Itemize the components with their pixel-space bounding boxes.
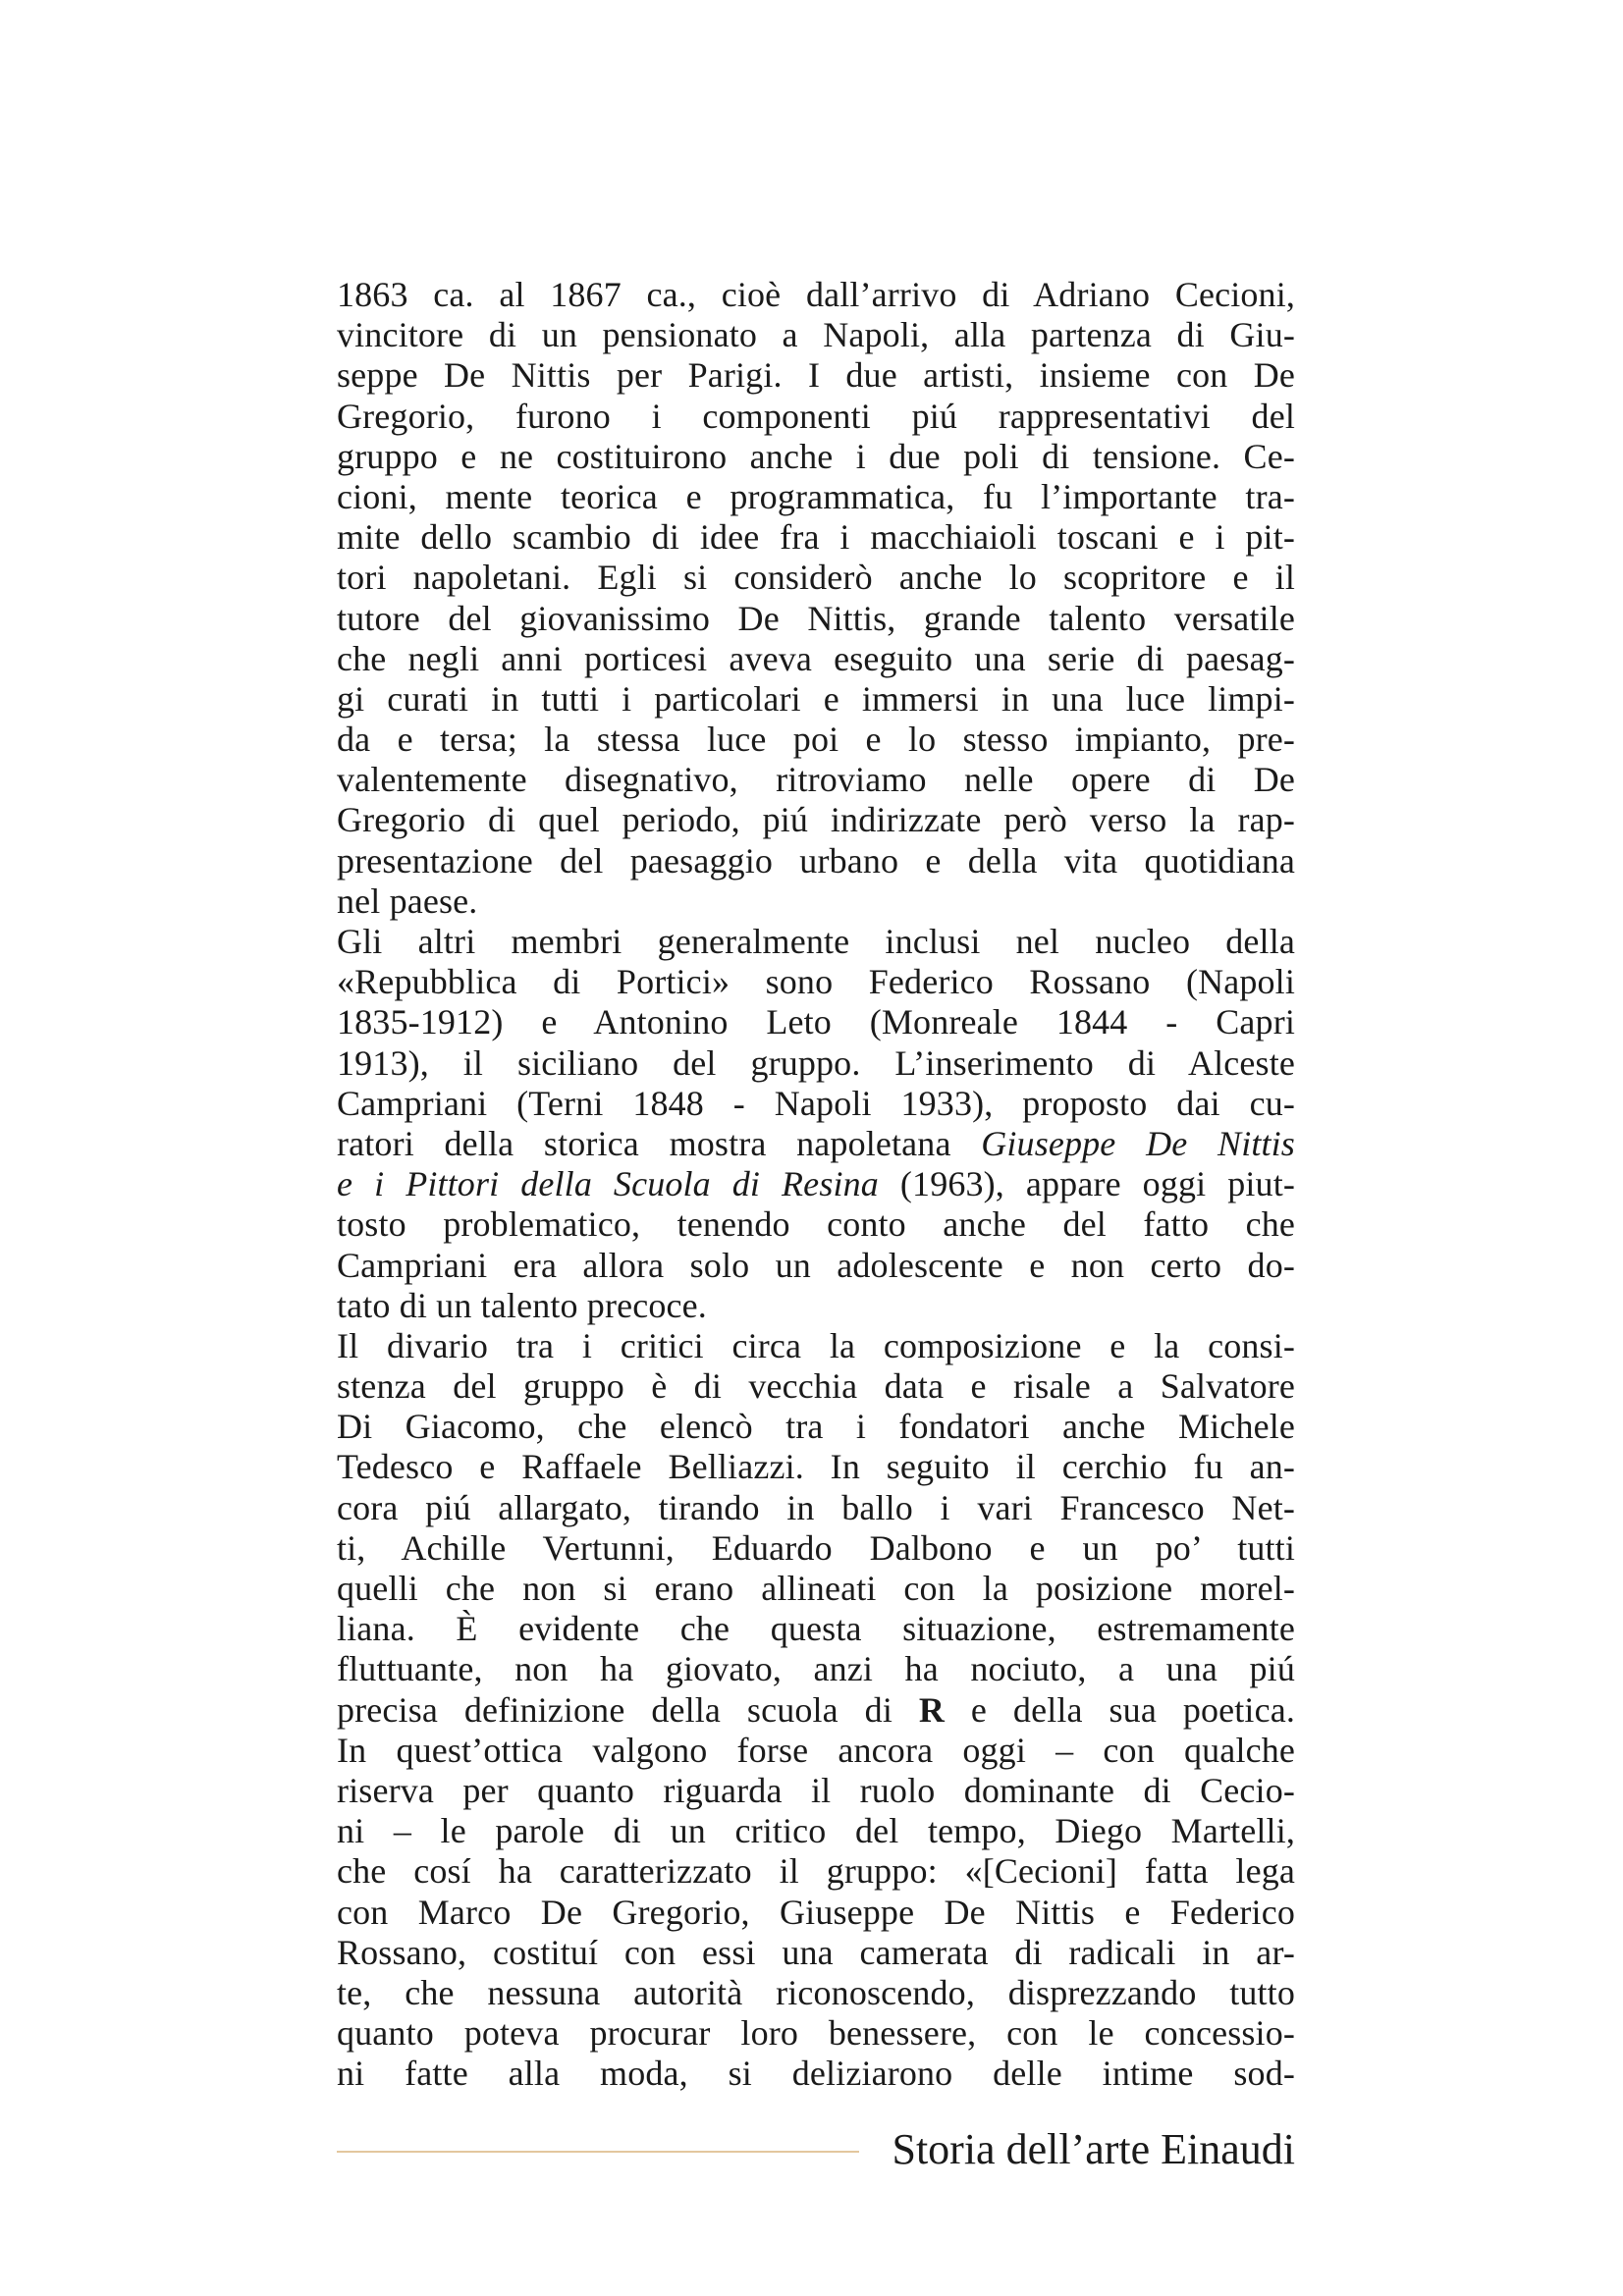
text-line: Rossano, costituí con essi una camerata di radicali in ar-	[337, 1932, 1295, 1972]
text-line: Il divario tra i critici circa la composizione e la consi-	[337, 1325, 1295, 1365]
footer-rule	[337, 2151, 859, 2153]
text-line: «Repubblica di Portici» sono Federico Rossano (Napoli	[337, 962, 1295, 1002]
body-text	[337, 275, 1295, 2094]
text-line: 1835-1912) e Antonino Leto (Monreale 1844 - Capri	[337, 1002, 1295, 1042]
text-line: Campriani (Terni 1848 - Napoli 1933), proposto dai cu-	[337, 1083, 1295, 1123]
text-line: ti, Achille Vertunni, Eduardo Dalbono e un po’ tutti	[337, 1527, 1295, 1568]
text-line: vincitore di un pensionato a Napoli, alla partenza di Giu-	[337, 315, 1295, 355]
text-line: 1913), il siciliano del gruppo. L’inserimento di Alceste	[337, 1042, 1295, 1083]
text-line: tato di un talento precoce.	[337, 1285, 707, 1325]
text-line: gruppo e ne costituirono anche i due poli di tensione. Ce-	[337, 436, 1295, 476]
text-line: nel paese.	[337, 881, 478, 921]
text-line: Di Giacomo, che elencò tra i fondatori anche Michele	[337, 1407, 1295, 1447]
text-line: ni – le parole di un critico del tempo, Diego Martelli,	[337, 1811, 1295, 1851]
text-line: gi curati in tutti i particolari e immersi in una luce limpi-	[337, 678, 1295, 719]
text-line: 1863 ca. al 1867 ca., cioè dall’arrivo di Adriano Cecioni,	[337, 275, 1295, 314]
text-line: da e tersa; la stessa luce poi e lo stesso impianto, pre-	[337, 720, 1295, 760]
text-line	[337, 1690, 1295, 1731]
italic-title: Giuseppe De Nittis	[981, 1123, 1295, 1163]
text-line: seppe De Nittis per Parigi. I due artisti, insieme con De	[337, 355, 1295, 396]
text-line: tori napoletani. Egli si considerò anche lo scopritore e il	[337, 558, 1295, 598]
text-segment: ratori della storica mostra napoletana	[337, 1123, 982, 1163]
text-line: cora piú allargato, tirando in ballo i vari Francesco Net-	[337, 1487, 1295, 1527]
text-line: stenza del gruppo è di vecchia data e risale a Salvatore	[337, 1366, 1295, 1407]
text-line	[337, 1164, 1295, 1204]
text-line: valentemente disegnativo, ritroviamo nelle opere di De	[337, 760, 1295, 800]
bold-letter: R	[918, 1689, 946, 1730]
text-line: che negli anni porticesi aveva eseguito una serie di paesag-	[337, 638, 1295, 678]
text-line: quelli che non si erano allineati con la posizione morel-	[337, 1569, 1295, 1608]
text-line: quanto poteva procurar loro benessere, con le concessio-	[337, 2013, 1295, 2054]
text-line: Campriani era allora solo un adolescente e non certo do-	[337, 1245, 1295, 1285]
text-line: con Marco De Gregorio, Giuseppe De Nittis e Federico	[337, 1892, 1295, 1932]
text-line: presentazione del paesaggio urbano e della vita quotidiana	[337, 840, 1295, 881]
text-line: tutore del giovanissimo De Nittis, grande talento versatile	[337, 598, 1295, 638]
text-line: Gli altri membri generalmente inclusi nel nucleo della	[337, 922, 1295, 961]
text-line: Gregorio, furono i componenti piú rappresentativi del	[337, 396, 1295, 436]
text-line: liana. È evidente che questa situazione, estremamente	[337, 1609, 1295, 1649]
italic-title: e i Pittori della Scuola di Resina	[337, 1164, 879, 1204]
text-line: Tedesco e Raffaele Belliazzi. In seguito il cerchio fu an-	[337, 1447, 1295, 1487]
text-line: Gregorio di quel periodo, piú indirizzate però verso la rap-	[337, 800, 1295, 840]
text-segment: (1963), appare oggi piut-	[878, 1164, 1295, 1204]
text-line: tosto problematico, tenendo conto anche del fatto che	[337, 1204, 1295, 1245]
text-segment: e della sua poetica.	[945, 1689, 1295, 1730]
text-line: cioni, mente teorica e programmatica, fu l’importante tra-	[337, 476, 1295, 516]
text-line: ni fatte alla moda, si deliziarono delle intime sod-	[337, 2054, 1295, 2094]
text-line: fluttuante, non ha giovato, anzi ha nociuto, a una piú	[337, 1649, 1295, 1689]
text-line: mite dello scambio di idee fra i macchiaioli toscani e i pit-	[337, 517, 1295, 558]
text-line: riserva per quanto riguarda il ruolo dominante di Cecio-	[337, 1770, 1295, 1810]
text-line: te, che nessuna autorità riconoscendo, disprezzando tutto	[337, 1972, 1295, 2012]
footer-title: Storia dell’arte Einaudi	[892, 2125, 1295, 2173]
text-line	[337, 1124, 1295, 1164]
text-line: In quest’ottica valgono forse ancora oggi – con qualche	[337, 1730, 1295, 1770]
text-segment: precisa definizione della scuola di	[337, 1689, 919, 1730]
text-line: che cosí ha caratterizzato il gruppo: «[Cecioni] fatta lega	[337, 1851, 1295, 1892]
